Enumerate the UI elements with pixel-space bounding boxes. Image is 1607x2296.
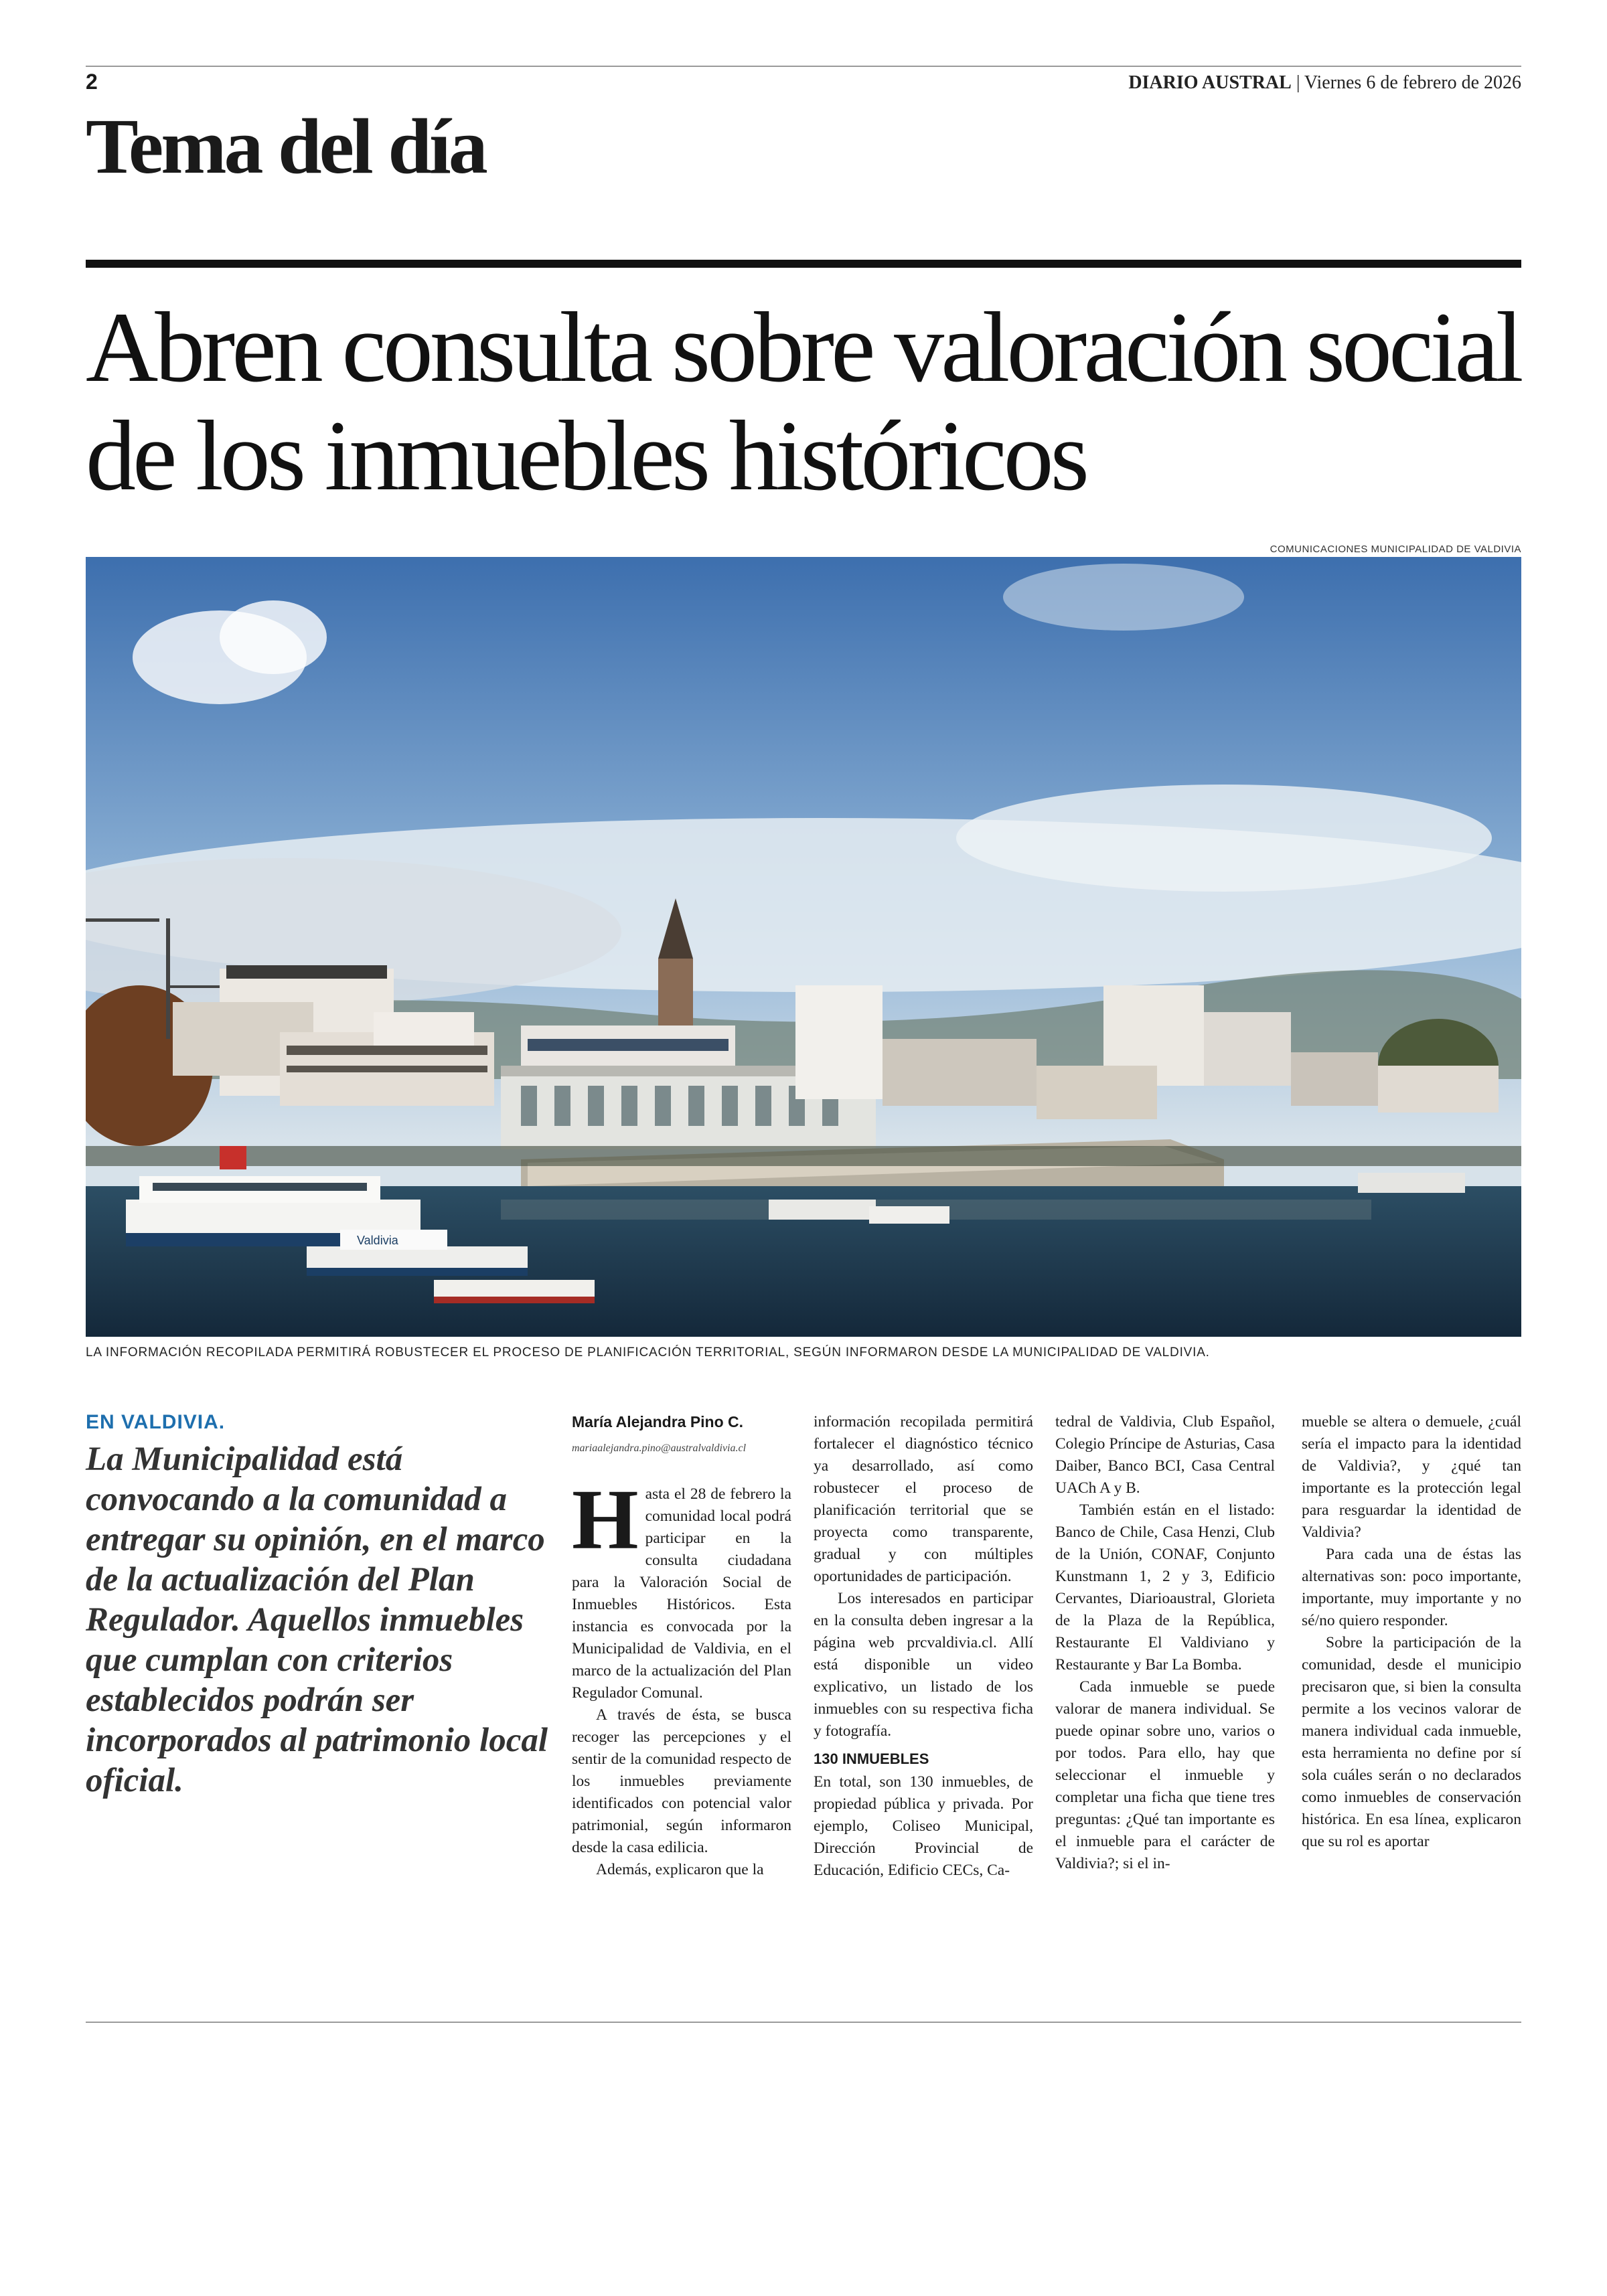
boat-name: Valdivia (357, 1234, 398, 1247)
cloud (956, 785, 1492, 892)
publication-date: Viernes 6 de febrero de 2026 (1304, 72, 1521, 93)
top-rule (86, 66, 1521, 67)
building (226, 965, 387, 979)
paragraph: También están en el listado: Banco de Chile, Casa Henzi, Club de la Unión, CONAF, Conjunto Kunstmann 1, 2 y 3, Edificio Cervantes, Diarioaustral, Glorieta de la Plaza de la República, Restaurante El Valdiviano y Restaurante y Bar La Bomba. (1055, 1501, 1275, 1673)
paragraph: información recopilada permitirá fortalecer el diagnóstico técnico ya desarrollado, así como robustecer el proceso de planificación territorial que se proyecta como transparente, gradual y con múltiples oportunidades de participación. (814, 1413, 1033, 1585)
author-email[interactable]: mariaalejandra.pino@australvaldivia.cl (572, 1443, 747, 1454)
building (795, 985, 883, 1099)
drop-cap: H (572, 1472, 639, 1567)
paragraph: tedral de Valdivia, Club Español, Colegio Príncipe de Asturias, Casa Daiber, Banco BCI, Casa Central UACh A y B. (1055, 1413, 1275, 1497)
paragraph: Además, explicaron que la (596, 1861, 764, 1878)
photo-caption: LA INFORMACIÓN RECOPILADA PERMITIRÁ ROBUSTECER EL PROCESO DE PLANIFICACIÓN TERRITORIAL, SEGÚN INFORMARON DESDE LA MUNICIPALIDAD DE VALDIVIA. (86, 1345, 1210, 1360)
header-separator: | (1296, 72, 1304, 93)
building (883, 1039, 1037, 1106)
section-rule (86, 260, 1521, 268)
building (287, 1066, 487, 1072)
photo-credit: COMUNICACIONES MUNICIPALIDAD DE VALDIVIA (1270, 544, 1521, 555)
cloud (220, 600, 327, 674)
bottom-rule (86, 2022, 1521, 2023)
kicker: EN VALDIVIA. (86, 1411, 226, 1433)
paragraph: Para cada una de éstas las alternativas son: poco importante, importante, muy importante y no sé/no quiero responder. (1302, 1546, 1521, 1629)
building (1204, 1012, 1291, 1086)
building (374, 1012, 474, 1046)
article-column-4 (1302, 1411, 1521, 1853)
article-column-2 (814, 1411, 1033, 1882)
paragraph: Cada inmueble se puede valorar de manera individual. Se puede opinar sobre uno, varios o por todos. Para ello, hay que seleccionar el inmueble y completar una ficha que tiene tres preguntas: ¿Qué tan importante es el inmueble para el carácter de Valdivia?; si el in- (1055, 1678, 1275, 1872)
paragraph: En total, son 130 inmuebles, de propiedad pública y privada. Por ejemplo, Coliseo Municipal, Dirección Provincial de Educación, Edificio CECs, Ca- (814, 1773, 1033, 1879)
publication-header (1128, 72, 1521, 94)
building (287, 1046, 487, 1055)
crane (166, 918, 170, 1039)
paragraph: Sobre la participación de la comunidad, desde el municipio precisaron que, si bien la consulta permite a los vecinos valorar de manera individual cada inmueble, esta herramienta no define por sí sola cuáles serán o no declarados como inmuebles de conservación histórica. En esa línea, explicaron que su rol es aportar (1302, 1634, 1521, 1850)
lead-paragraph: La Municipalidad está convocando a la comunidad a entregar su opinión, en el marco de la actualización del Plan Regulador. Aquellos inmuebles que cumplan con criterios establecidos podrán ser incorporados al patrimonio local oficial. (86, 1441, 548, 1799)
paragraph: mueble se altera o demuele, ¿cuál sería el impacto para la identidad de Valdivia?, y ¿qué tan importante es la protección legal para resguardar la identidad de Valdivia? (1302, 1413, 1521, 1541)
photo-illustration (86, 557, 1521, 1337)
subheading: 130 INMUEBLES (814, 1750, 929, 1767)
page-number: 2 (86, 70, 98, 94)
article-column-3 (1055, 1411, 1275, 1875)
building (1037, 1066, 1157, 1119)
section-title: Tema del día (86, 102, 485, 190)
cloud (1003, 564, 1244, 631)
article-column-1 (572, 1411, 791, 1881)
paragraph: A través de ésta, se busca recoger las percepciones y el sentir de la comunidad respecto de los inmuebles previamente identificados con potencial valor patrimonial, según informaron desde la casa edilicia. (572, 1706, 791, 1856)
paragraph: Los interesados en participar en la consulta deben ingresar a la página web prcvaldivia.cl. Allí está disponible un video explicativo, un listado de los inmuebles con su respectiva ficha y fotografía. (814, 1590, 1033, 1740)
shore (86, 1146, 1521, 1166)
harbor-photo (86, 557, 1521, 1337)
building (1378, 1066, 1499, 1113)
paragraph: Hasta el 28 de febrero la comunidad local podrá participar en la consulta ciudadana para la Valoración Social de Inmuebles Históricos. Esta instancia es convocada por la Municipalidad de Valdivia, en el marco de la actualización del Plan Regulador Comunal. (572, 1472, 791, 1702)
building (1291, 1052, 1378, 1106)
author: María Alejandra Pino C. (572, 1413, 744, 1430)
building (528, 1039, 729, 1051)
publication-name: DIARIO AUSTRAL (1128, 72, 1292, 93)
crane (86, 918, 159, 922)
headline: Abren consulta sobre valoración social de los inmuebles históricos (86, 292, 1521, 511)
